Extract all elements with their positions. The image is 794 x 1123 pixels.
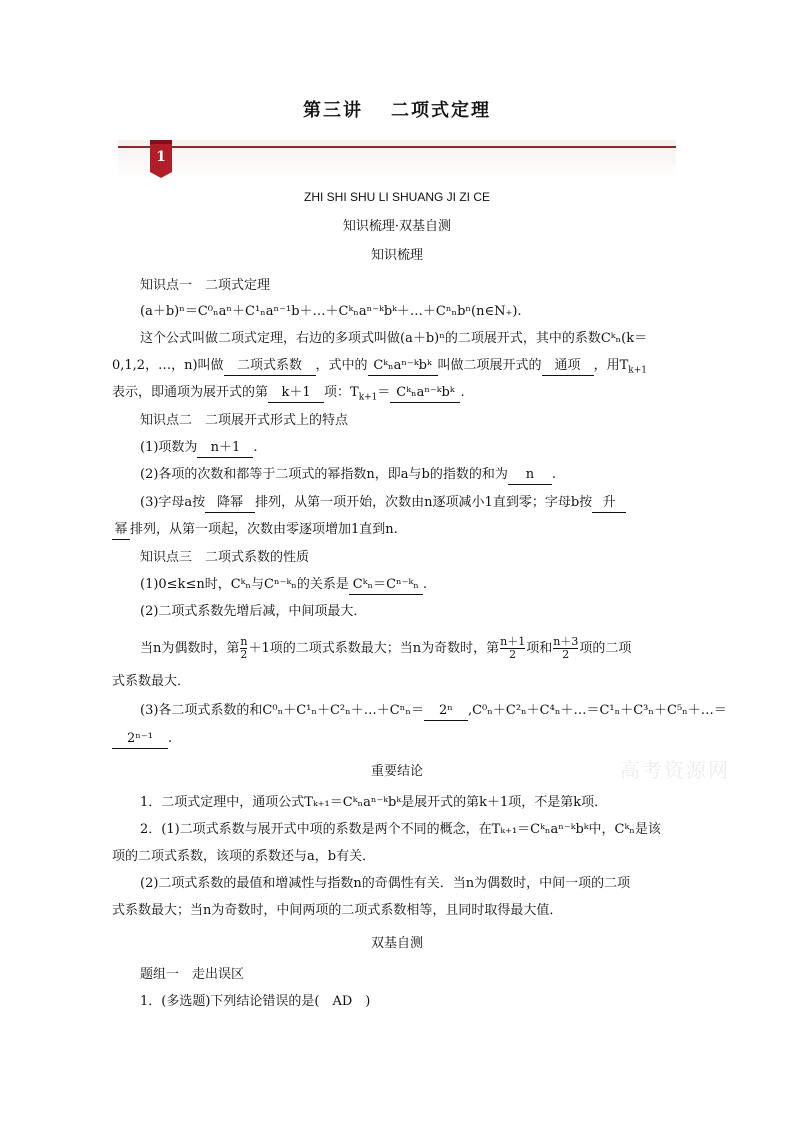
- conclusion-1: 1．二项式定理中，通项公式Tₖ₊₁＝Cᵏₙaⁿ⁻ᵏbᵏ是展开式的第k＋1项，不是第k项．: [140, 795, 608, 810]
- text-run: 项：T: [324, 385, 359, 400]
- fraction: [553, 636, 578, 661]
- k3-item2-detail-end: 式系数最大．: [112, 674, 191, 689]
- answer-blank: n: [508, 466, 552, 485]
- subscript: k+1: [628, 365, 647, 376]
- answer-blank: n＋1: [197, 439, 253, 458]
- fraction: [500, 636, 525, 661]
- answer-blank: Cᵏₙaⁿ⁻ᵏbᵏ: [390, 384, 460, 403]
- k1-para-line1: 这个公式叫做二项式定理，右边的多项式叫做(a＋b)ⁿ的二项展开式，其中的系数Cᵏₙ(k＝: [140, 331, 648, 346]
- watermark-text: 高考资源网: [620, 758, 730, 782]
- answer-blank: 幂: [112, 521, 130, 540]
- text-run: 排列，从第一项开始，次数由n逐项减小1直到零；字母b按: [255, 495, 593, 510]
- answer-blank: 二项式系数: [224, 357, 316, 376]
- text-run: ，用T: [593, 358, 629, 373]
- k2-item3-line1: [140, 493, 626, 513]
- section-heading: 知识梳理: [370, 248, 423, 263]
- question-1: 1．(多选题)下列结论错误的是( AD ): [140, 994, 371, 1009]
- k3-item2: (2)二项式系数先增后减，中间项最大．: [140, 604, 367, 619]
- k2-item1: [140, 438, 258, 458]
- text-run: 排列，从第一项起，次数由零逐项增加1直到n.: [130, 522, 398, 537]
- section-subtitle: 知识梳理·双基自测: [342, 219, 452, 234]
- section-number: 1: [156, 149, 166, 165]
- text-run: ＝: [377, 385, 391, 400]
- text-run: 0,1,2，…，n)叫做: [112, 358, 224, 373]
- conclusion-2-line2: 项的二项式系数，该项的系数还与a，b有关．: [112, 849, 376, 864]
- answer-blank: 通项: [542, 357, 594, 376]
- section-pinyin: ZHI SHI SHU LI SHUANG JI ZI CE: [303, 190, 491, 204]
- selftest-group: 题组一 走出误区: [140, 967, 245, 982]
- fraction-denominator: 2: [500, 648, 525, 661]
- text-run: 项的二项: [579, 641, 632, 656]
- answer-blank: Cᵏₙaⁿ⁻ᵏbᵏ: [368, 357, 438, 376]
- conclusion-3-line2: 式系数最大；当n为奇数时，中间两项的二项式系数相等，且同时取得最大值．: [112, 903, 563, 918]
- section-badge: [150, 140, 172, 178]
- text-run: .: [422, 577, 427, 592]
- text-run: .: [253, 440, 258, 455]
- text-run: 表示，即通项为展开式的第: [112, 385, 269, 400]
- section-rule: [118, 146, 676, 148]
- conclusion-2-line1: 2．(1)二项式系数与展开式中项的系数是两个不同的概念，在Tₖ₊₁＝Cᵏₙaⁿ⁻ᵏbᵏ中，Cᵏₙ是该: [140, 822, 661, 837]
- subscript: k+1: [358, 392, 378, 403]
- answer-blank: 升: [592, 494, 626, 513]
- conclusions-heading: 重要结论: [370, 764, 423, 779]
- fraction-numerator: n: [240, 635, 248, 648]
- k3-title: 知识点三 二项式系数的性质: [140, 550, 310, 565]
- k1-formula: (a＋b)ⁿ＝C⁰ₙaⁿ＋C¹ₙaⁿ⁻¹b＋…＋Cᵏₙaⁿ⁻ᵏbᵏ＋…＋Cⁿₙbⁿ(n∈N₊).: [140, 304, 522, 319]
- fraction-numerator: n＋1: [500, 635, 526, 648]
- selftest-heading: 双基自测: [370, 936, 423, 951]
- page-title: [0, 96, 794, 122]
- k3-item2-detail: [140, 634, 631, 664]
- conclusion-3-line1: (2)二项式系数的最值和增减性与指数n的奇偶性有关．当n为偶数时，中间一项的二项: [140, 876, 631, 891]
- fraction: [240, 636, 247, 661]
- k2-item3-line2: [112, 520, 398, 540]
- text-run: ,C⁰ₙ＋C²ₙ＋C⁴ₙ＋…＝C¹ₙ＋C³ₙ＋C⁵ₙ＋…＝: [467, 703, 727, 718]
- text-run: (3)各二项式系数的和C⁰ₙ＋C¹ₙ＋C²ₙ＋…＋Cⁿₙ＝: [140, 703, 424, 718]
- text-run: .: [551, 467, 557, 482]
- text-run: ，式中的: [315, 358, 368, 373]
- text-run: (1)0≤k≤n时，Cᵏₙ与Cⁿ⁻ᵏₙ的关系是: [140, 577, 349, 592]
- text-run: .: [460, 385, 465, 400]
- fraction-numerator: n＋3: [553, 635, 579, 648]
- k1-title: 知识点一 二项式定理: [140, 278, 271, 293]
- answer-blank: k＋1: [268, 384, 324, 403]
- fraction-denominator: 2: [553, 648, 578, 661]
- text-run: (2)各项的次数和都等于二项式的幂指数n，即a与b的指数的和为: [140, 467, 508, 482]
- text-run: ＋1项的二项式系数最大；当n为奇数时，第: [248, 641, 500, 656]
- k1-para-line2: [112, 356, 647, 376]
- k3-item1: [140, 575, 427, 595]
- k3-item3-line1: [140, 701, 727, 721]
- title-part2: 二项式定理: [391, 100, 491, 121]
- text-run: (3)字母a按: [140, 495, 206, 510]
- text-run: .: [168, 731, 173, 746]
- answer-blank: 2ⁿ: [424, 702, 468, 721]
- answer-blank: 降幂: [205, 494, 255, 513]
- text-run: (1)项数为: [140, 440, 198, 455]
- section-banner: [118, 140, 676, 180]
- answer-blank: Cᵏₙ＝Cⁿ⁻ᵏₙ: [349, 576, 423, 595]
- answer-blank: 2ⁿ⁻¹: [112, 730, 168, 749]
- k2-item2: [140, 465, 556, 485]
- title-part1: 第三讲: [303, 100, 363, 121]
- text-run: 当n为偶数时，第: [140, 641, 240, 656]
- k3-item3-line2: [112, 729, 172, 749]
- text-run: 叫做二项展开式的: [437, 358, 542, 373]
- k1-para-line3: [112, 383, 465, 403]
- text-run: 项和: [526, 641, 553, 656]
- fraction-denominator: 2: [240, 648, 248, 661]
- k2-title: 知识点二 二项展开式形式上的特点: [140, 413, 349, 428]
